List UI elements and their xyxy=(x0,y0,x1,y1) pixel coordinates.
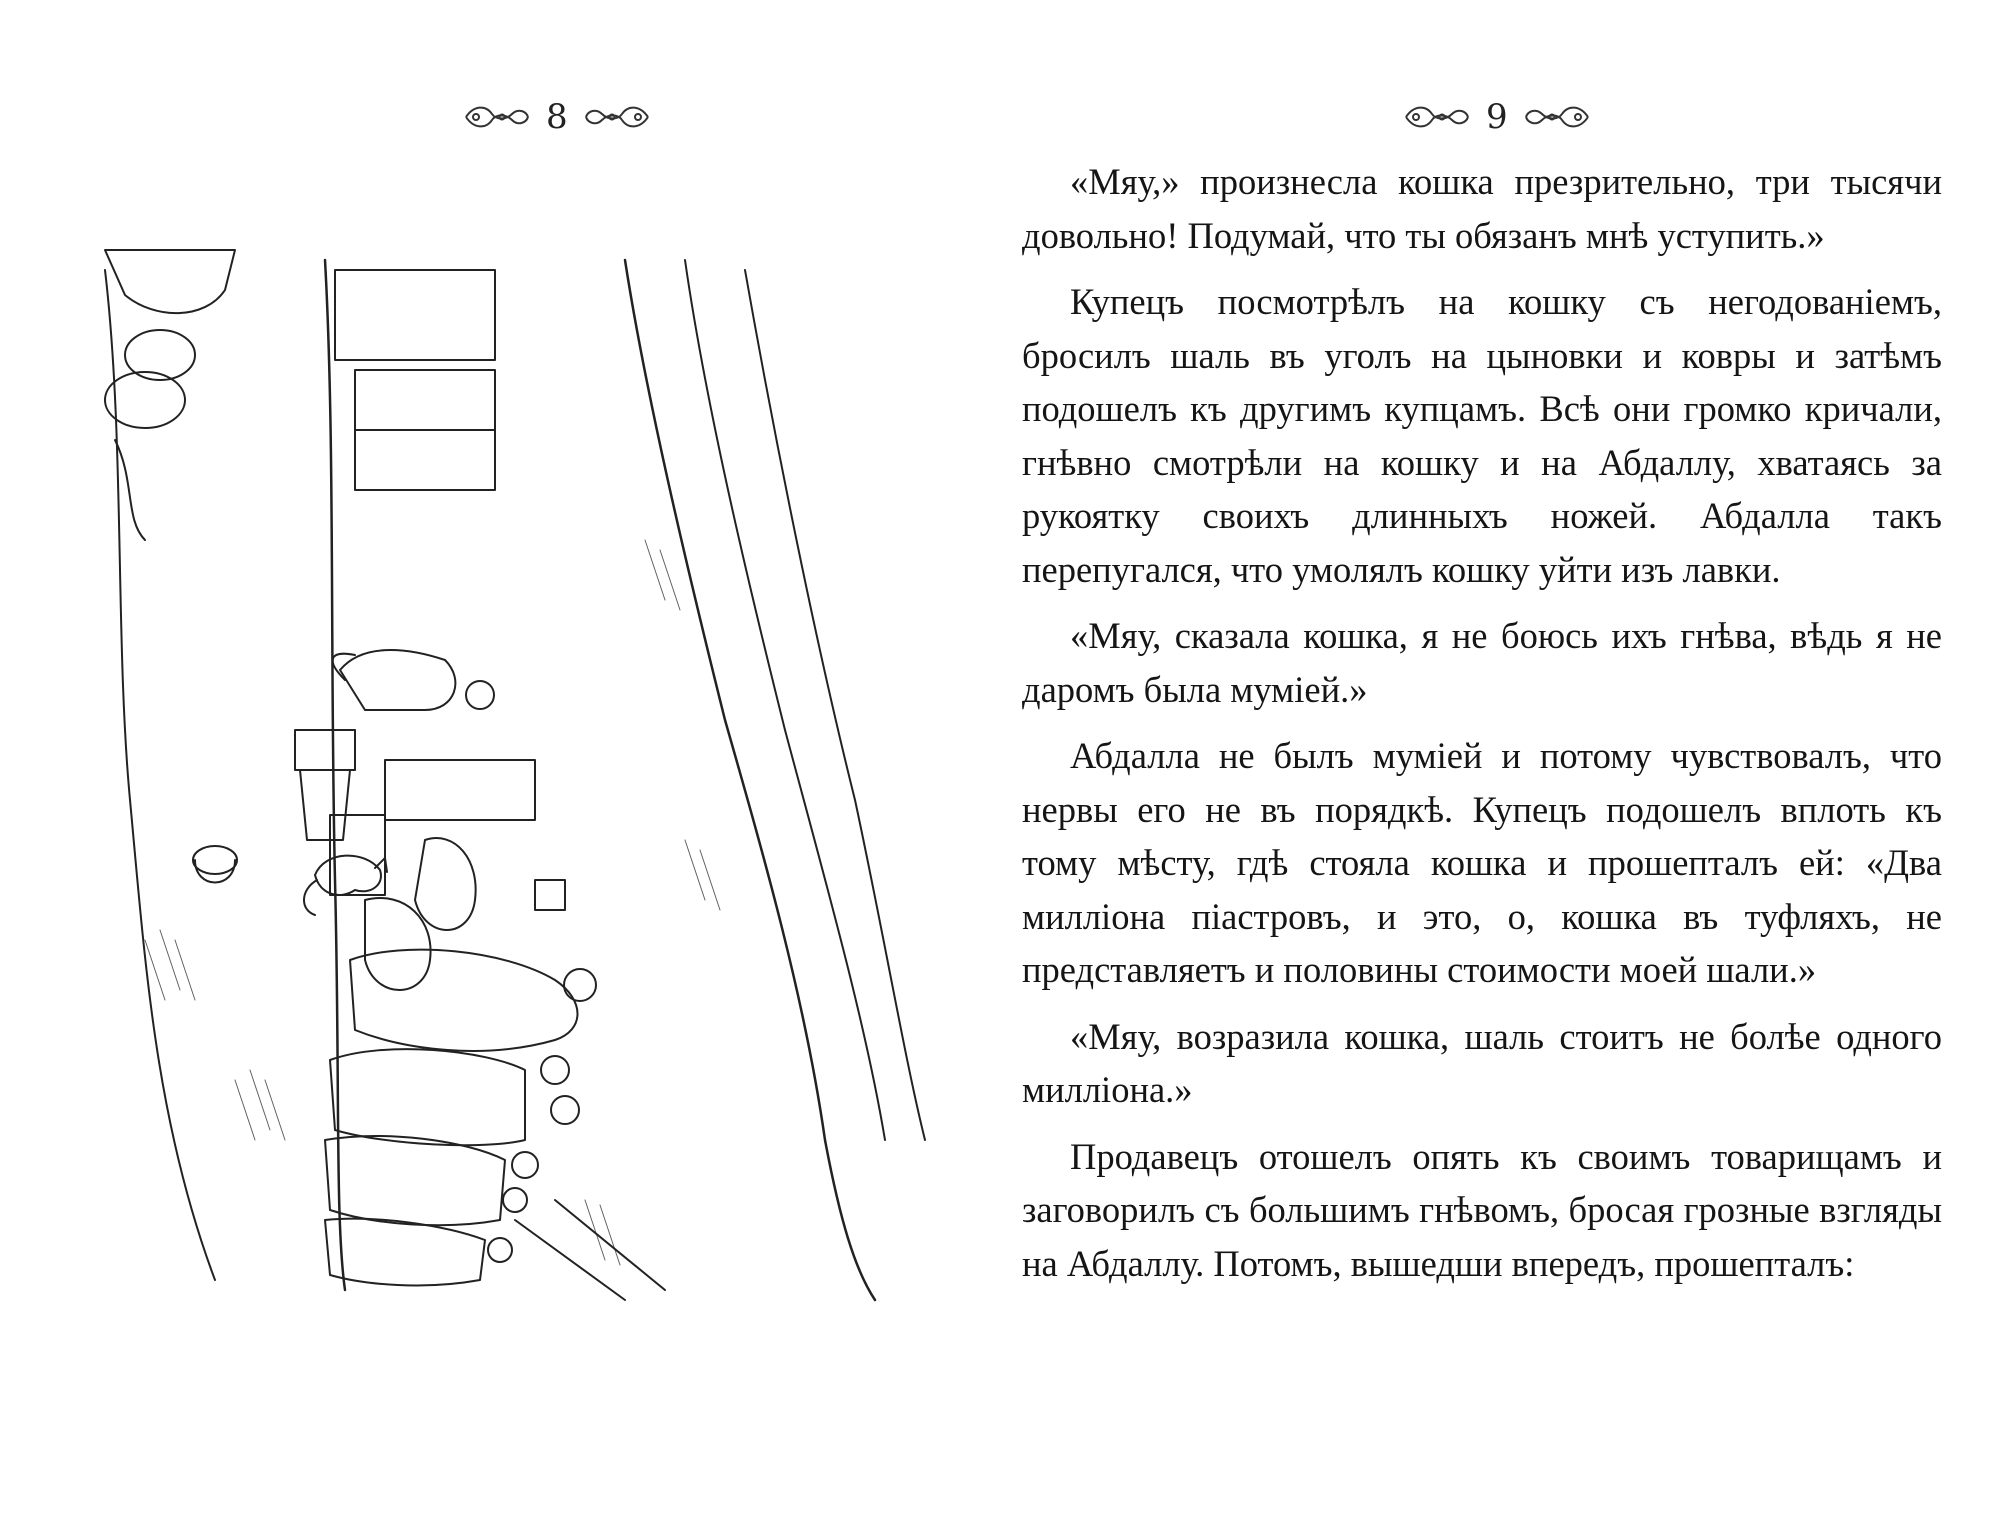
body-text xyxy=(1022,155,1942,1303)
left-page-header xyxy=(462,92,652,142)
paragraph: «Мяу, сказала кошка, я не боюсь ихъ гнѣва, вѣдь я не даромъ была муміей.» xyxy=(1022,615,1942,710)
paragraph: «Мяу, возразила кошка, шаль стоитъ не болѣе одного милліона.» xyxy=(1022,1015,1942,1110)
paragraph: Продавецъ отошелъ опять къ своимъ товарищамъ и заговорилъ съ большимъ гнѣвомъ, бросая грозные взгляды на Абдаллу. Потомъ, вышедши впередъ, прошепталъ: xyxy=(1022,1135,1942,1284)
right-page-header xyxy=(1402,92,1592,142)
paragraph: Купецъ посмотрѣлъ на кошку съ негодованіемъ, бросилъ шаль въ уголъ на цыновки и ковры и затѣмъ подошелъ къ другимъ купцамъ. Всѣ они громко кричали, гнѣвно смотрѣли на кошку и на Абдаллу, хватаясь за рукоятку своихъ длинныхъ ножей. Абдалла такъ перепугался, что умолялъ кошку уйти изъ лавки. xyxy=(1022,281,1942,590)
page-number: 9 xyxy=(1486,97,1508,137)
scroll-ornament-icon xyxy=(462,102,532,132)
scroll-ornament-icon xyxy=(582,102,652,132)
engraving-illustration xyxy=(85,240,955,1310)
scroll-ornament-icon xyxy=(1402,102,1472,132)
scroll-ornament-icon xyxy=(1522,102,1592,132)
paragraph: «Мяу,» произнесла кошка презрительно, три тысячи довольно! Подумай, что ты обязанъ мнѣ уступить.» xyxy=(1022,161,1942,256)
page-number: 8 xyxy=(546,97,568,137)
paragraph: Абдалла не былъ муміей и потому чувствовалъ, что нервы его не въ порядкѣ. Купецъ подошелъ вплоть къ тому мѣсту, гдѣ стояла кошка и прошепталъ ей: «Два милліона піастровъ, и это, о, кошка въ туфляхъ, не представляетъ и половины стоимости моей шали.» xyxy=(1022,735,1942,990)
